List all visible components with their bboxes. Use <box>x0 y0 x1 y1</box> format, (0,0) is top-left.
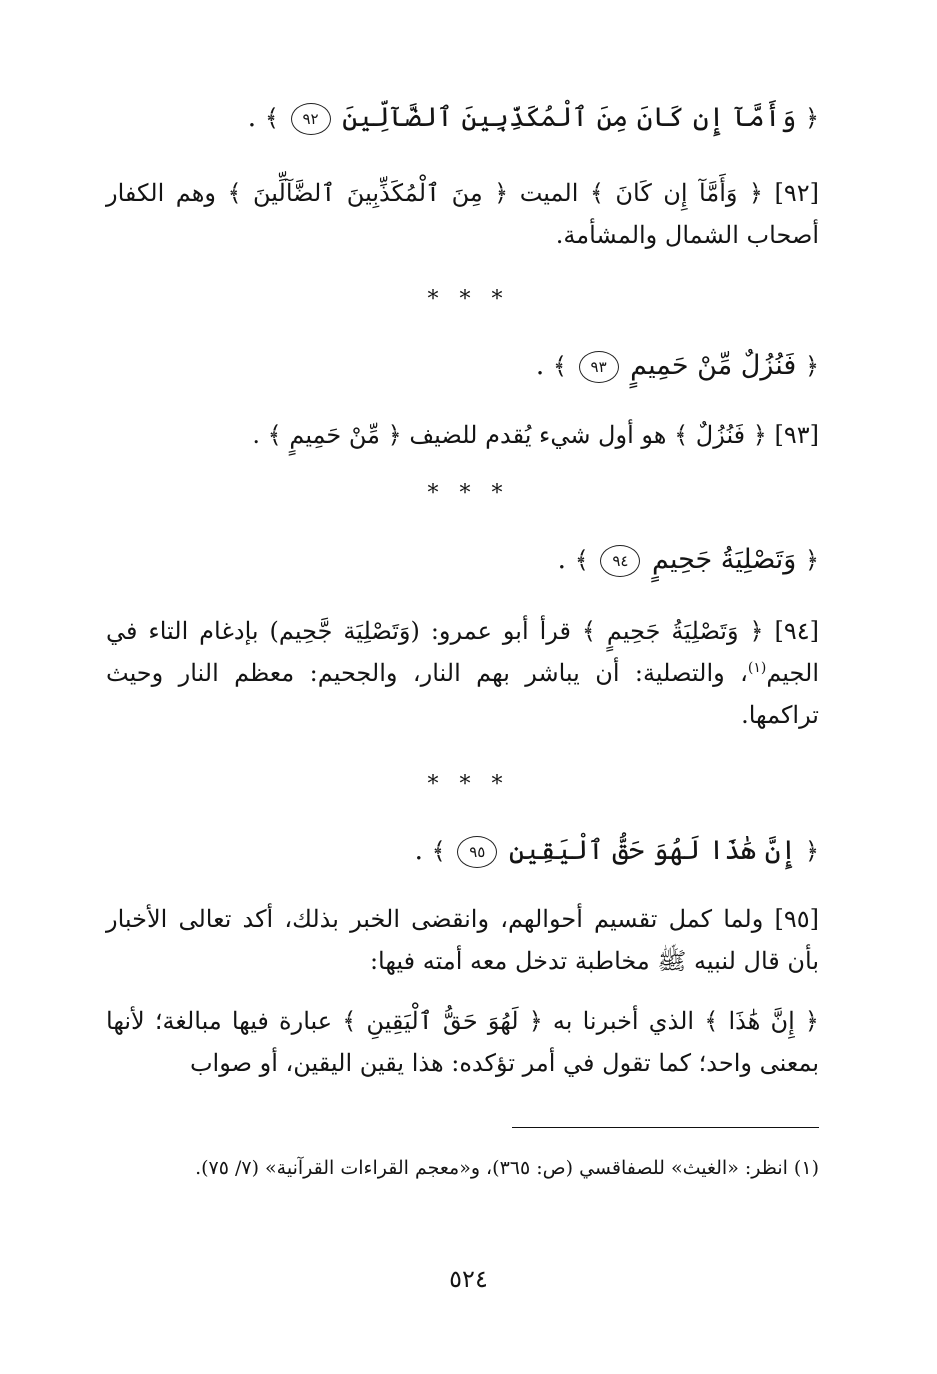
verse-text: وَتَصْلِيَةُ جَحِيمٍ <box>651 544 797 575</box>
footnote-divider <box>512 1127 819 1128</box>
ornament-open: ﴿ <box>804 837 819 865</box>
footnote-marker: (١) <box>747 660 767 676</box>
verse-92: ﴿ وَأَمَّآ إِن كَانَ مِنَ ٱلْمُكَذِّبِينَ ٱلضَّآلِّينَ ٩٢ ﴾ . <box>247 102 819 133</box>
ayah-number-marker: ٩٥ <box>457 836 497 868</box>
footnote: (١) انظر: «الغيث» للصفاقسي (ص: ٣٦٥)، و«معجم القراءات القرآنية» (٧/ ٧٥). <box>195 1157 819 1179</box>
section-separator: * * * <box>427 287 510 312</box>
ayah-number-marker: ٩٤ <box>600 545 640 577</box>
commentary-95-continued: ﴿ إِنَّ هَٰذَا ﴾ الذي أخبرنا به ﴿ لَهُوَ حَقُّ ٱلْيَقِينِ ﴾ عبارة فيها مبالغة؛ لأنها بمعنى واحد؛ كما تقول في أمر تؤكده: هذا يقين اليقين، أو صواب <box>106 1007 819 1077</box>
ayah-number-marker: ٩٣ <box>579 351 619 383</box>
verse-text: إِنَّ هَٰذَا لَهُوَ حَقُّ ٱلْيَقِينِ <box>508 835 797 866</box>
ornament-close: ﴾ <box>431 837 446 865</box>
verse-95: ﴿ إِنَّ هَٰذَا لَهُوَ حَقُّ ٱلْيَقِينِ ٩٥ ﴾ . <box>414 835 819 866</box>
commentary-94: [٩٤] ﴿ وَتَصْلِيَةُ جَحِيمٍ ﴾ قرأ أبو عمرو: (وَتَصْلِيَة جَّحِيم) بإدغام التاء في الجيم$^{(١)}$، والتصلية: أن يباشر بهم النار، والجحيم: معظم النار وحيث تراكمها. <box>106 617 819 729</box>
commentary-92: [٩٢] ﴿ وَأَمَّآ إِن كَانَ ﴾ الميت ﴿ مِنَ ٱلْمُكَذِّبِينَ ٱلضَّآلِّينَ ﴾ وهم الكفار أصحاب الشمال والمشأمة. <box>106 179 819 249</box>
commentary-93: [٩٣] ﴿ فَنُزُلٌ ﴾ هو أول شيء يُقدم للضيف ﴿ مِّنْ حَمِيمٍ ﴾ . <box>252 421 819 449</box>
page-number: ٥٢٤ <box>449 1265 488 1293</box>
section-separator: * * * <box>427 481 510 506</box>
ornament-close: ﴾ <box>264 104 279 132</box>
commentary-95: [٩٥] ولما كمل تقسيم أحوالهم، وانقضى الخبر بذلك، أكد تعالى الأخبار بأن قال لنبيه ﷺ مخاطبة تدخل معه أمته فيها: <box>106 905 819 975</box>
verse-text: وَأَمَّآ إِن كَانَ مِنَ ٱلْمُكَذِّبِينَ ٱلضَّآلِّينَ <box>342 102 797 133</box>
ayah-number-marker: ٩٢ <box>291 103 331 135</box>
ornament-open: ﴿ <box>804 104 819 132</box>
ornament-close: ﴾ <box>574 546 589 574</box>
verse-94: ﴿ وَتَصْلِيَةُ جَحِيمٍ ٩٤ ﴾ . <box>557 544 819 575</box>
verse-93: ﴿ فَنُزُلٌ مِّنْ حَمِيمٍ ٩٣ ﴾ . <box>535 350 819 381</box>
ornament-open: ﴿ <box>804 546 819 574</box>
verse-text: فَنُزُلٌ مِّنْ حَمِيمٍ <box>630 350 797 381</box>
section-separator: * * * <box>427 772 510 797</box>
ornament-close: ﴾ <box>552 352 567 380</box>
ornament-open: ﴿ <box>804 352 819 380</box>
